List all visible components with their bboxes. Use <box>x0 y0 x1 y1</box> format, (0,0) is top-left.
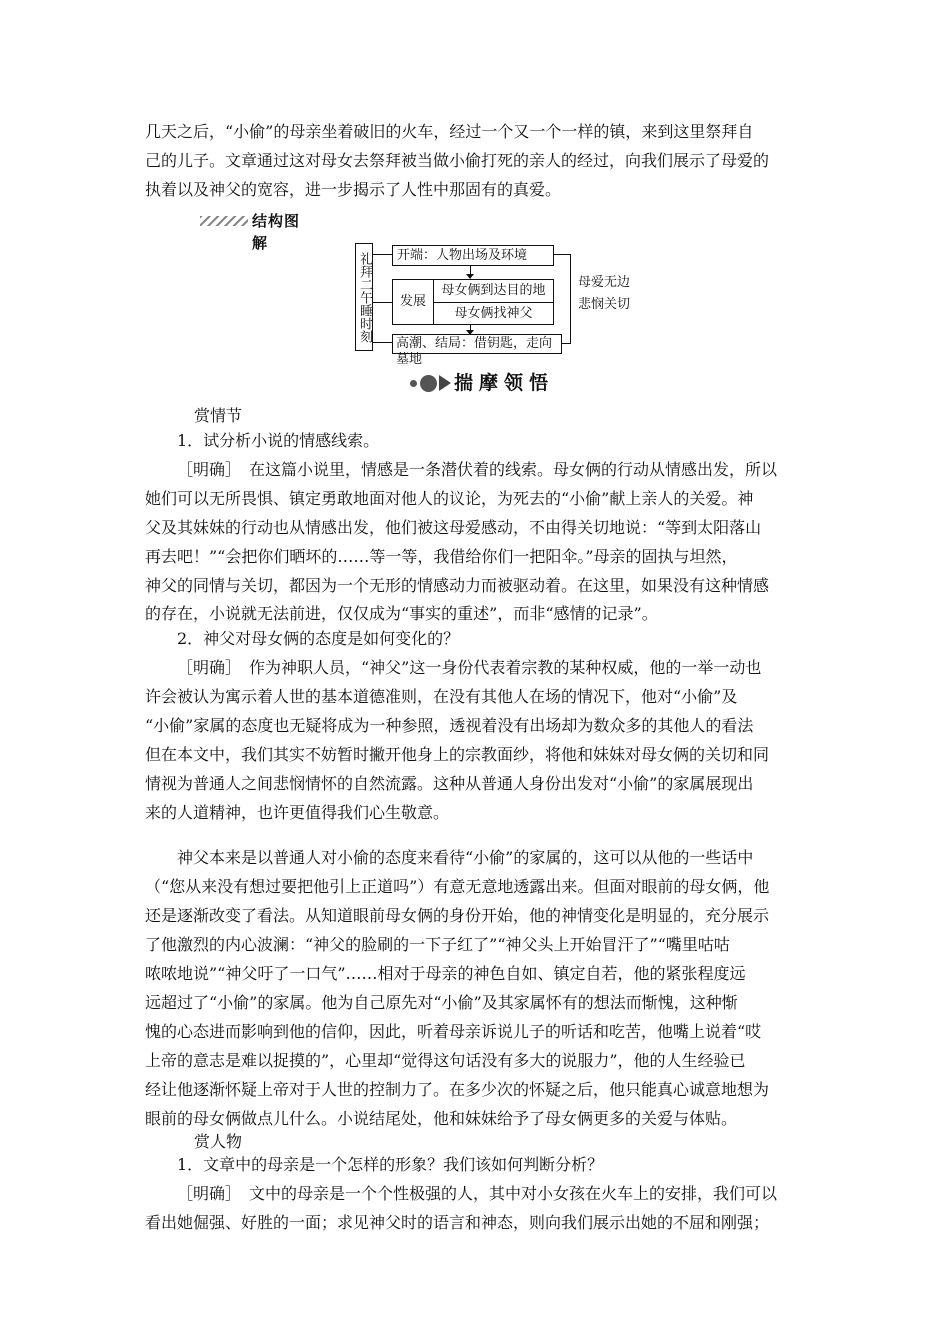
bracket-line <box>570 254 571 344</box>
answer-line: （“您从来没有想过要把他引上正道吗”）有意无意地透露出来。但面对眼前的母女俩，他 <box>145 877 770 896</box>
answer-line: 的存在，小说就无法前进，仅仅成为“事实的重述”，而非“感情的记录”。 <box>145 604 658 623</box>
answer-line: ［明确］ 作为神职人员，“神父”这一身份代表着宗教的某种权威，他的一举一动也 <box>177 658 762 677</box>
answer-line: 哝哝地说”“神父吁了一口气”……相对于母亲的神色自如、镇定自若，他的紧张程度远 <box>145 964 746 983</box>
question-2: 2．神父对母女俩的态度是如何变化的？ <box>177 629 460 648</box>
answer-line: “小偷”家属的态度也无疑将成为一种参照，透视着没有出场却为数众多的其他人的看法 <box>145 716 754 735</box>
answer-line: 上帝的意志是难以捉摸的”，心里却“觉得这句话没有多大的说服力”，他的人生经验已 <box>145 1051 746 1070</box>
intro-line-1: 几天之后，“小偷”的母亲坐着破旧的火车，经过一个又一个一样的镇，来到这里祭拜自 <box>145 122 754 141</box>
connector-line <box>373 254 393 255</box>
study-banner-label: 揣摩领悟 <box>454 372 555 394</box>
connector-line <box>373 302 393 303</box>
answer-line: 再去吧！”“会把你们晒坏的……等一等，我借给你们一把阳伞。”母亲的固执与坦然， <box>145 547 738 566</box>
diagram-box-climax: 高潮、结局：借钥匙，走向墓地 <box>392 334 562 354</box>
diagram-right-summary <box>578 272 630 316</box>
answer-line: 但在本文中，我们其实不妨暂时撇开他身上的宗教面纱，将他和妹妹对母女俩的关切和同 <box>145 745 770 764</box>
answer-line: 眼前的母女俩做点儿什么。小说结尾处，他和妹妹给予了母女俩更多的关爱与体贴。 <box>145 1109 738 1128</box>
develop-label: 发展 <box>393 280 434 324</box>
answer-line: 还是逐渐改变了看法。从知道眼前母女俩的身份开始，他的神情变化是明显的，充分展示 <box>145 906 770 925</box>
intro-line-3: 执着以及神父的宽容，进一步揭示了人性中那固有的真爱。 <box>145 180 562 199</box>
dot-decoration-icon <box>410 380 417 387</box>
connector-line <box>554 254 570 255</box>
structure-banner <box>200 210 310 252</box>
answer-line: 父及其妹妹的行动也从情感出发，他们被这母爱感动，不由得关切地说：“等到太阳落山 <box>145 518 762 537</box>
develop-item-2: 母女俩找神父 <box>454 306 533 321</box>
answer-line: 远超过了“小偷”的家属。他为自己原先对“小偷”及其家属怀有的想法而惭愧，这种惭 <box>145 993 738 1012</box>
answer-line: 经让他逐渐怀疑上帝对于人世的控制力了。在多少次的怀疑之后，他只能真心诚意地想为 <box>145 1080 770 1099</box>
answer-line: ［明确］ 文中的母亲是一个个性极强的人，其中对小女孩在火车上的安排，我们可以 <box>177 1184 778 1203</box>
section-title-plot: 赏情节 <box>194 406 243 425</box>
answer-line: 情视为普通人之间悲悯情怀的自然流露。这种从普通人身份出发对“小偷”的家属展现出 <box>145 774 754 793</box>
connector-line <box>373 342 393 343</box>
diagram-box-develop <box>392 279 554 325</box>
intro-line-2: 己的儿子。文章通过这对母女去祭拜被当做小偷打死的亲人的经过，向我们展示了母爱的 <box>145 151 770 170</box>
answer-line: 神父的同情与关切，都因为一个无形的情感动力而被驱动着。在这里，如果没有这种情感 <box>145 576 770 595</box>
answer-line: 来的人道精神，也许更值得我们心生敬意。 <box>145 803 450 822</box>
study-banner <box>406 368 582 398</box>
answer-line: 看出她倔强、好胜的一面；求见神父时的语言和神态，则向我们展示出她的不屈和刚强； <box>145 1213 770 1232</box>
diagram-box-start: 开端：人物出场及环境 <box>392 245 554 266</box>
connector-line <box>562 343 570 344</box>
right-summary-line-2: 悲悯关切 <box>578 297 631 312</box>
answer-line: 许会被认为寓示着人世的基本道德准则，在没有其他人在场的情况下，他对“小偷”及 <box>145 687 738 706</box>
answer-line: 神父本来是以普通人对小偷的态度来看待“小偷”的家属的，这可以从他的一些话中 <box>177 848 754 867</box>
develop-item-1: 母女俩到达目的地 <box>434 280 553 303</box>
answer-line: ［明确］ 在这篇小说里，情感是一条潜伏着的线索。母女俩的行动从情感出发，所以 <box>177 460 778 479</box>
hatch-decoration-icon <box>200 216 248 226</box>
answer-line: 愧的心态进而影响到他的信仰，因此，听着母亲诉说儿子的听话和吃苦，他嘴上说着“哎 <box>145 1022 762 1041</box>
answer-line: 她们可以无所畏惧、镇定勇敢地面对他人的议论，为死去的“小偷”献上亲人的关爱。神 <box>145 489 754 508</box>
question-1: 1．试分析小说的情感线索。 <box>177 431 380 450</box>
circle-decoration-icon <box>420 375 437 392</box>
structure-banner-label: 结构图解 <box>252 212 301 252</box>
section-title-character: 赏人物 <box>194 1132 243 1151</box>
answer-line: 了他激烈的内心波澜：“神父的脸刷的一下子红了”“神父头上开始冒汗了”“嘴里咕咕 <box>145 935 730 954</box>
diagram-title-vertical: 礼拜二午睡时刻 <box>355 243 373 351</box>
question-3: 1．文章中的母亲是一个怎样的形象？我们该如何判断分析？ <box>177 1155 604 1174</box>
right-summary-line-1: 母爱无边 <box>578 275 631 290</box>
arrow-right-icon <box>439 375 451 391</box>
